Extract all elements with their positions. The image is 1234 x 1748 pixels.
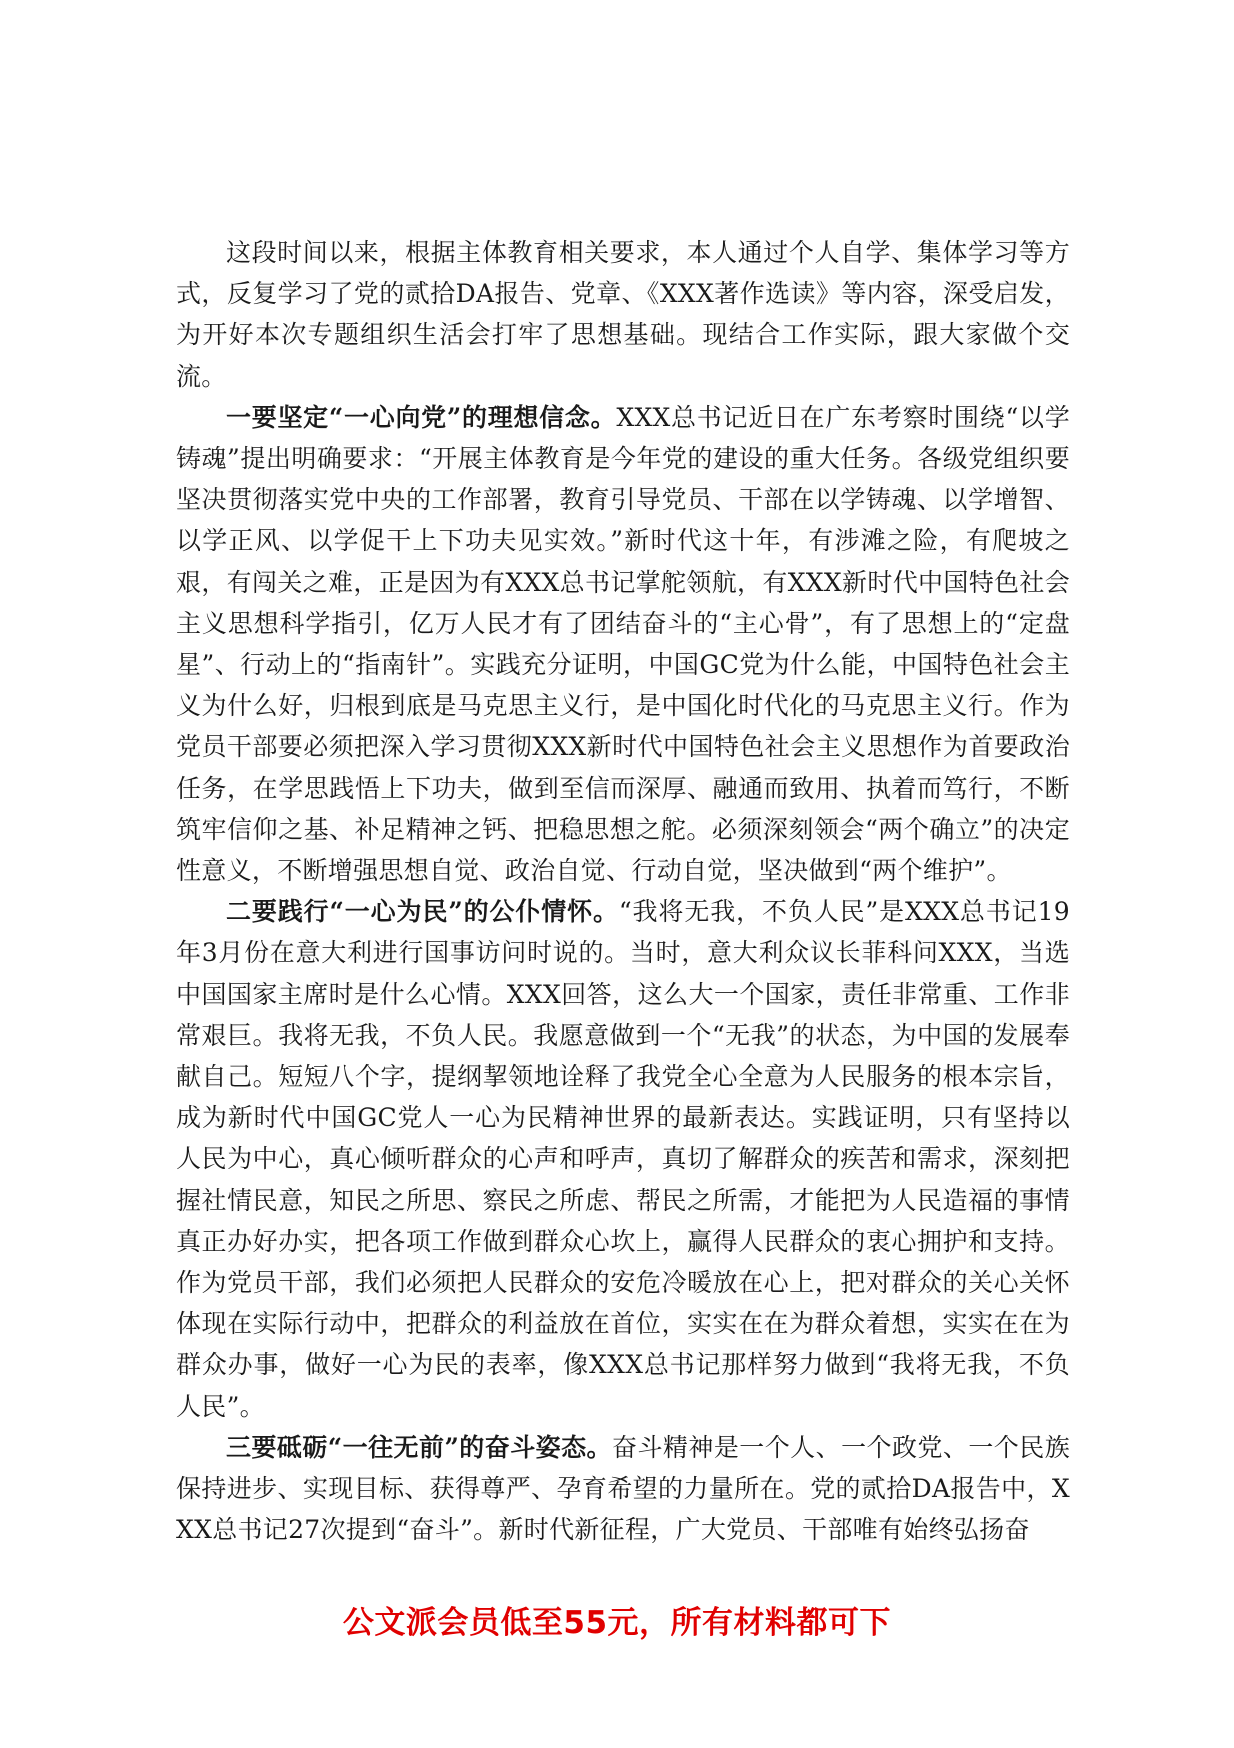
paragraph-lead: 一要坚定“一心向党”的理想信念。: [226, 402, 617, 432]
paragraph-text: XXX总书记近日在广东考察时围绕“以学铸魂”提出明确要求：“开展主体教育是今年党的建设的重大任务。各级党组织要坚决贯彻落实党中央的工作部署，教育引导党员、干部在以学铸魂、以学增智、以学正风、以学促干上下功夫见实效。”新时代这十年，有涉滩之险，有爬坡之艰，有闯关之难，正是因为有XXX总书记掌舵领航，有XXX新时代中国特色社会主义思想科学指引，亿万人民才有了团结奋斗的“主心骨”，有了思想上的“定盘星”、行动上的“指南针”。实践充分证明，中国GC党为什么能，中国特色社会主义为什么好，归根到底是马克思主义行，是中国化时代化的马克思主义行。作为党员干部要必须把深入学习贯彻XXX新时代中国特色社会主义思想作为首要政治任务，在学思践悟上下功夫，做到至信而深厚、融通而致用、执着而笃行，不断筑牢信仰之基、补足精神之钙、把稳思想之舵。必须深刻领会“两个确立”的决定性意义，不断增强思想自觉、政治自觉、行动自觉，坚决做到“两个维护”。: [176, 402, 1070, 886]
paragraph-text: 这段时间以来，根据主体教育相关要求，本人通过个人自学、集体学习等方式，反复学习了党的贰拾DA报告、党章、《XXX著作选读》等内容，深受启发，为开好本次专题组织生活会打牢了思想基础。现结合工作实际，跟大家做个交流。: [176, 238, 1070, 391]
paragraph-text: “我将无我，不负人民”是XXX总书记19年3月份在意大利进行国事访问时说的。当时，意大利众议长菲科问XXX，当选中国国家主席时是什么心情。XXX回答，这么大一个国家，责任非常重、工作非常艰巨。我将无我，不负人民。我愿意做到一个“无我”的状态，为中国的发展奉献自己。短短八个字，提纲挈领地诠释了我党全心全意为人民服务的根本宗旨，成为新时代中国GC党人一心为民精神世界的最新表达。实践证明，只有坚持以人民为中心，真心倾听群众的心声和呼声，真切了解群众的疾苦和需求，深刻把握社情民意，知民之所思、察民之所虑、帮民之所需，才能把为人民造福的事情真正办好办实，把各项工作做到群众心坎上，赢得人民群众的衷心拥护和支持。作为党员干部，我们必须把人民群众的安危冷暖放在心上，把对群众的关心关怀体现在实际行动中，把群众的利益放在首位，实实在在为群众着想，实实在在为群众办事，做好一心为民的表率，像XXX总书记那样努力做到“我将无我，不负人民”。: [176, 897, 1070, 1421]
promo-banner: 公文派会员低至55元，所有材料都可下: [342, 1605, 892, 1641]
paragraph-intro: [176, 232, 1070, 397]
paragraph-point-3: [176, 1427, 1070, 1551]
paragraph-lead: 三要砥砺“一往无前”的奋斗姿态。: [226, 1432, 613, 1462]
paragraph-point-1: [176, 397, 1070, 891]
document-body: [176, 232, 1070, 1551]
paragraph-lead: 二要践行“一心为民”的公仆情怀。: [226, 897, 619, 927]
paragraph-text: 奋斗精神是一个人、一个政党、一个民族保持进步、实现目标、获得尊严、孕育希望的力量所在。党的贰拾DA报告中，XXX总书记27次提到“奋斗”。新时代新征程，广大党员、干部唯有始终弘扬奋: [176, 1432, 1071, 1545]
paragraph-point-2: [176, 891, 1070, 1427]
